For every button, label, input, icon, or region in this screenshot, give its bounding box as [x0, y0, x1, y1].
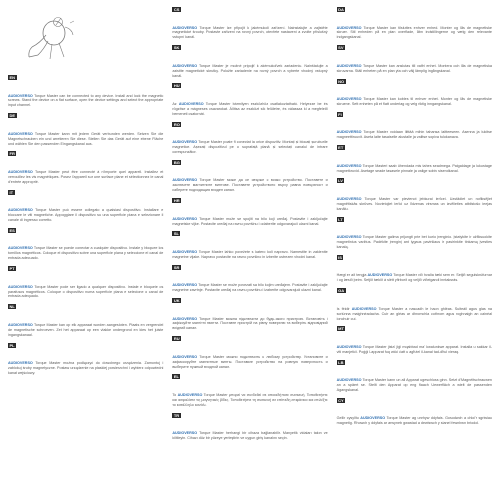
language-section-pt: [8, 266, 163, 299]
instruction-paragraph: AUDIOVERSO Torque Master galima prijungti prie bet kurio įrenginio. Įstatykite ir užfiksuokite magnetinius varžtus. Padėkite įrenginį ant lygaus paviršiaus ir pasirinkite tinkamą įvesties kanalą.: [336, 235, 492, 249]
instruction-paragraph: AUDIOVERSO Torque Master jista' jiġi mqabbad ma' kwalunkwe apparat. Installa u sakkar il-viti manjetiċi. Poġġi l-apparat fuq wiċċ ċatt u agħżel il-kanal tad-dħul xieraq.: [336, 344, 492, 354]
language-code-badge: LV: [338, 178, 343, 184]
instruction-paragraph: Hægt er að tengja AUDIOVERSO Torque Master við hvaða tæki sem er. Setjið segulskrúfurnar í og læsið þeim. Setjið tækið á slétt yfirborð og veljið viðeigandi inntaksrás.: [336, 273, 492, 283]
language-section-es: [8, 228, 163, 261]
brand-name: AUDIOVERSO: [177, 392, 203, 397]
language-code-badge: GA: [338, 288, 345, 294]
language-section-el: [172, 374, 327, 407]
instruction-paragraph: AUDIOVERSO Torque Master poate fi conectat la orice dispozitiv. Montați și blocați șuruburile magnetice. Așezați dispozitivul pe o suprafață plană și selectați canalul de intrare corespunzător.: [172, 140, 328, 154]
brand-name: AUDIOVERSO: [336, 130, 362, 135]
language-section-mt: [337, 326, 492, 354]
language-code-badge: RO: [173, 121, 180, 127]
instruction-paragraph: AUDIOVERSO Torque Master lahko povežete s katero koli napravo. Namestite in zaklenite magnetne vijake. Napravo postavite na ravno površino in izberite ustrezen vhodni kanal.: [172, 249, 328, 259]
language-code-badge: SR: [173, 264, 180, 270]
language-section-sk: [172, 45, 327, 78]
language-section-fi: [337, 112, 492, 140]
instruction-paragraph: AUDIOVERSO Torque Master herhangi bir cihaza bağlanabilir. Manyetik vidaları takın ve kilitleyin. Cihazı düz bir yüzeye yerleştirin ve uygun giriş kanalını seçin.: [172, 431, 328, 441]
instruction-paragraph: AUDIOVERSO Torque Master može se spojiti na bilo koji uređaj. Postavite i zaključajte magnetske vijke. Postavite uređaj na ravnu površinu i odaberite odgovarajući ulazni kanal.: [172, 216, 328, 226]
language-code-badge: EL: [173, 374, 179, 380]
instruction-paragraph: AUDIOVERSO Torque Master se puede conectar a cualquier dispositivo. Instale y bloquee los tornillos magnéticos. Coloque el dispositivo sobre una superficie plana y seleccione el canal de entrada adecuado.: [8, 246, 164, 261]
language-section-de: [8, 113, 163, 146]
language-code-badge: UK: [173, 298, 180, 304]
language-code-badge: LT: [338, 216, 343, 222]
instruction-paragraph: AUDIOVERSO Torque Master peut être connecté à n'importe quel appareil. Installez et verrouillez les vis magnétiques. Posez l'appareil sur une surface plane et sélectionnez le canal d'entrée approprié.: [8, 169, 164, 184]
language-code-badge: CS: [173, 7, 180, 12]
brand-name: AUDIOVERSO: [367, 273, 393, 278]
language-code-badge: SK: [173, 45, 180, 51]
language-section-lv: [337, 178, 492, 211]
brand-name: AUDIOVERSO: [336, 196, 362, 201]
brand-name: AUDIOVERSO: [8, 93, 33, 98]
brand-name: AUDIOVERSO: [336, 344, 362, 349]
language-code-badge: SV: [338, 45, 344, 51]
language-code-badge: BG: [173, 159, 180, 165]
language-code-badge: LB: [338, 359, 344, 365]
brand-name: AUDIOVERSO: [8, 322, 33, 327]
instruction-paragraph: AUDIOVERSO Torque Master var pievienot jebkurai ierīcei. Uzstādiet un nofiksējiet magnētiskās skrūves. Novietojiet ierīci uz līdzenas virsmas un izvēlieties atbilstošo ieejas kanālu.: [336, 196, 492, 211]
brand-name: AUDIOVERSO: [172, 140, 198, 145]
language-section-it: [8, 190, 163, 223]
language-section-en: [8, 75, 163, 108]
product-figure: [8, 9, 163, 71]
language-section-lb: [337, 360, 492, 393]
brand-name: AUDIOVERSO: [172, 431, 198, 436]
instruction-paragraph: AUDIOVERSO Torque Master può essere collegato a qualsiasi dispositivo. Installare e bloccare le viti magnetiche. Appoggiare il dispositivo su una superficie piana e selezionare il canale di ingresso corretto.: [8, 208, 164, 222]
language-code-badge: NL: [9, 304, 15, 310]
language-section-da: [337, 7, 492, 40]
language-code-badge: ES: [9, 227, 15, 233]
language-code-badge: IT: [9, 189, 14, 195]
language-section-sl: [172, 231, 327, 259]
instruction-paragraph: AUDIOVERSO Torque Master kan tilsluttes enhver enhed. Monter og lås de magnetiske skruer. Stil enheden på en plan overflade, åbn indstillingerne og vælg den relevante indgangskanal.: [336, 25, 492, 40]
language-code-badge: PL: [9, 342, 15, 348]
language-section-uk: [172, 298, 327, 331]
language-code-badge: EN: [9, 75, 16, 80]
instruction-paragraph: AUDIOVERSO Torque Master kan anslutas till valfri enhet. Montera och lås de magnetiska skruvarna. Ställ enheten på en plan yta och välj lämplig ingångskanal.: [336, 63, 492, 73]
instruction-paragraph: AUDIOVERSO Torque Master pode ser ligado a qualquer dispositivo. Instale e bloqueie os parafusos magnéticos. Coloque o dispositivo numa superfície plana e selecione o canal de entrada adequado.: [8, 284, 164, 299]
language-code-badge: SL: [173, 231, 179, 237]
instruction-paragraph: AUDIOVERSO Torque Master kann un all Apparat ugeschloss ginn. Setzt d'Magnéitschrauwen an a späert se. Stellt den Apparat op eng flaach Uewerfläch a wielt de passenden Agangskanal.: [336, 378, 492, 393]
language-code-badge: FI: [338, 111, 342, 117]
language-section-ru: [172, 336, 327, 369]
brand-name: AUDIOVERSO: [172, 283, 198, 288]
instruction-paragraph: AUDIOVERSO Torque Master lze připojit k jakémukoli zařízení. Nainstalujte a zajistěte magnetické šrouby. Postavte zařízení na rovný povrch, otevřete nastavení a zvolte příslušný vstupní kanál.: [172, 25, 328, 40]
brand-name: AUDIOVERSO: [172, 63, 198, 68]
column-1: [8, 7, 163, 494]
language-section-no: [337, 79, 492, 107]
brand-name: AUDIOVERSO: [172, 178, 198, 183]
brand-name: AUDIOVERSO: [336, 63, 362, 68]
language-section-cs: [172, 7, 327, 40]
language-code-badge: PT: [9, 266, 15, 272]
column-3: [337, 7, 492, 494]
brand-name: AUDIOVERSO: [336, 235, 362, 240]
language-code-badge: RU: [173, 336, 180, 342]
brand-name: AUDIOVERSO: [351, 306, 377, 311]
instruction-paragraph: AUDIOVERSO Torque Master можно подключить к любому устройству. Установите и зафиксируйте магнитные винты. Поставьте устройство на ровную поверхность и выберите нужный входной канал.: [172, 354, 328, 369]
brand-name: AUDIOVERSO: [172, 354, 198, 359]
instruction-paragraph: Az AUDIOVERSO Torque Master bármilyen eszközhöz csatlakoztatható. Helyezze be és rögzítse a mágneses csavarokat. Állítsa az eszközt sík felületre, és válassza ki a megfelelő bemeneti csatornát.: [172, 101, 328, 116]
language-section-ro: [172, 122, 327, 155]
language-section-lt: [337, 217, 492, 250]
language-section-sr: [172, 265, 327, 293]
brand-name: AUDIOVERSO: [172, 249, 198, 254]
instruction-paragraph: AUDIOVERSO Torque Master se može povezati sa bilo kojim uređajem. Postavite i zaključajte magnetne zavrtnje. Postavite uređaj na ravnu površinu i izaberite odgovarajući ulazni kanal.: [172, 283, 328, 293]
brand-name: AUDIOVERSO: [8, 169, 33, 174]
language-code-badge: DE: [9, 113, 16, 119]
language-code-badge: IS: [338, 254, 342, 260]
brand-name: AUDIOVERSO: [8, 284, 33, 289]
instruction-paragraph: AUDIOVERSO Torque Master kan kobles til enhver enhet. Monter og lås de magnetiske skruene. Sett enheten på et flatt underlag og velg riktig inngangskanal.: [336, 97, 492, 106]
instruction-paragraph: AUDIOVERSO Torque Master voidaan liittää mihin tahansa laitteeseen. Asenna ja lukitse magneettiruuvit. Aseta laite tasaiselle alustalle ja valitse sopiva tulokanava.: [336, 130, 492, 140]
language-code-badge: TR: [173, 412, 180, 418]
language-section-fr: [8, 151, 163, 184]
brand-name: AUDIOVERSO: [336, 97, 362, 102]
language-section-hr: [172, 198, 327, 226]
language-section-et: [337, 145, 492, 173]
instruction-paragraph: AUDIOVERSO Torque Master kan op elk apparaat worden aangesloten. Plaats en vergrendel de magnetische schroeven. Zet het apparaat op een vlakke ondergrond en kies het juiste ingangskanaal.: [8, 322, 164, 337]
brand-name: AUDIOVERSO: [8, 361, 33, 366]
language-code-badge: HR: [173, 198, 180, 204]
instruction-paragraph: AUDIOVERSO Torque Master can be connected to any device. Install and lock the magnetic screws. Stand the device on a flat surface, open the device settings and select the appropriate input channel.: [8, 93, 164, 108]
language-section-tr: [172, 413, 327, 441]
brand-name: AUDIOVERSO: [8, 208, 33, 213]
language-section-sv: [337, 45, 492, 73]
language-code-badge: ET: [338, 145, 344, 151]
language-section-is: [337, 255, 492, 283]
brand-name: AUDIOVERSO: [336, 378, 362, 383]
language-section-nl: [8, 304, 163, 337]
language-code-badge: HU: [173, 83, 180, 89]
instruction-paragraph: AUDIOVERSO Torque Masteri saab ühendada mis tahes seadmega. Paigaldage ja lukustage magnetkruvid. Asetage seade tasasele pinnale ja valige sobiv sisendkanal.: [336, 163, 492, 173]
language-code-badge: MT: [338, 326, 344, 332]
instruction-paragraph: AUDIOVERSO Torque Master je možné pripojiť k akémukoľvek zariadeniu. Nainštalujte a zaistite magnetické skrutky. Položte zariadenie na rovný povrch a vyberte vhodný vstupný kanál.: [172, 63, 328, 78]
instruction-paragraph: AUDIOVERSO Torque Master можна підключити до будь-якого пристрою. Встановіть і зафіксуйте магнітні гвинти. Поставте пристрій на рівну поверхню та виберіть відповідний вхідний канал.: [172, 316, 328, 331]
brand-name: AUDIOVERSO: [360, 416, 386, 421]
language-section-pl: [8, 343, 163, 376]
instruction-paragraph: AUDIOVERSO Torque Master kann mit jedem Gerät verbunden werden. Setzen Sie die Magnetschrauben ein und arretieren Sie diese. Stellen Sie das Gerät auf eine ebene Fläche und wählen Sie den passenden Eingangskanal aus.: [8, 131, 164, 146]
brand-name: AUDIOVERSO: [172, 316, 198, 321]
brand-name: AUDIOVERSO: [336, 163, 362, 168]
language-code-badge: DA: [338, 7, 344, 12]
instruction-paragraph: AUDIOVERSO Torque Master można podłączyć do dowolnego urządzenia. Zamontuj i zablokuj śruby magnetyczne. Postaw urządzenie na płaskiej powierzchni i wybierz odpowiedni kanał wejściowy.: [8, 361, 164, 375]
brand-name: AUDIOVERSO: [172, 25, 198, 30]
instruction-paragraph: Is féidir AUDIOVERSO Torque Master a nascadh le haon ghléas. Suiteáil agus glas na scriúnna maighnéadacha. Cuir an gléas ar dhromchla cothrom agus roghnaigh an cainéal ionchuir cuí.: [336, 306, 492, 321]
instruction-paragraph: Το AUDIOVERSO Torque Master μπορεί να συνδεθεί σε οποιαδήποτε συσκευή. Τοποθετήστε και ασφαλίστε τις μαγνητικές βίδες. Τοποθετήστε τη συσκευή σε επίπεδη επιφάνεια και επιλέξτε το κατάλληλο κανάλι.: [172, 392, 328, 407]
language-code-badge: FR: [9, 151, 15, 157]
brand-name: AUDIOVERSO: [336, 25, 362, 30]
instruction-paragraph: Gellir cysylltu AUDIOVERSO Torque Master ag unrhyw ddyfais. Gosodwch a chloi'r sgriwiau magnetig. Rhowch y ddyfais ar arwyneb gwastad a dewiswch y sianel fewnbwn briodol.: [336, 416, 492, 426]
language-section-bg: [172, 160, 327, 193]
language-code-badge: NO: [338, 78, 345, 84]
instruction-paragraph: AUDIOVERSO Torque Master може да се свърже с всяко устройство. Поставете и заключете магнитните винтове. Поставете устройството върху равна повърхност и изберете подходящия входен канал.: [172, 178, 328, 193]
language-section-cy: [337, 398, 492, 426]
column-2: [172, 7, 327, 494]
language-code-badge: CY: [338, 397, 344, 403]
brand-name: AUDIOVERSO: [8, 246, 33, 251]
language-section-ga: [337, 288, 492, 321]
language-section-hu: [172, 83, 327, 116]
headphone-illustration-icon: [26, 13, 84, 67]
brand-name: AUDIOVERSO: [178, 101, 204, 106]
brand-name: AUDIOVERSO: [8, 131, 33, 136]
brand-name: AUDIOVERSO: [172, 216, 198, 221]
